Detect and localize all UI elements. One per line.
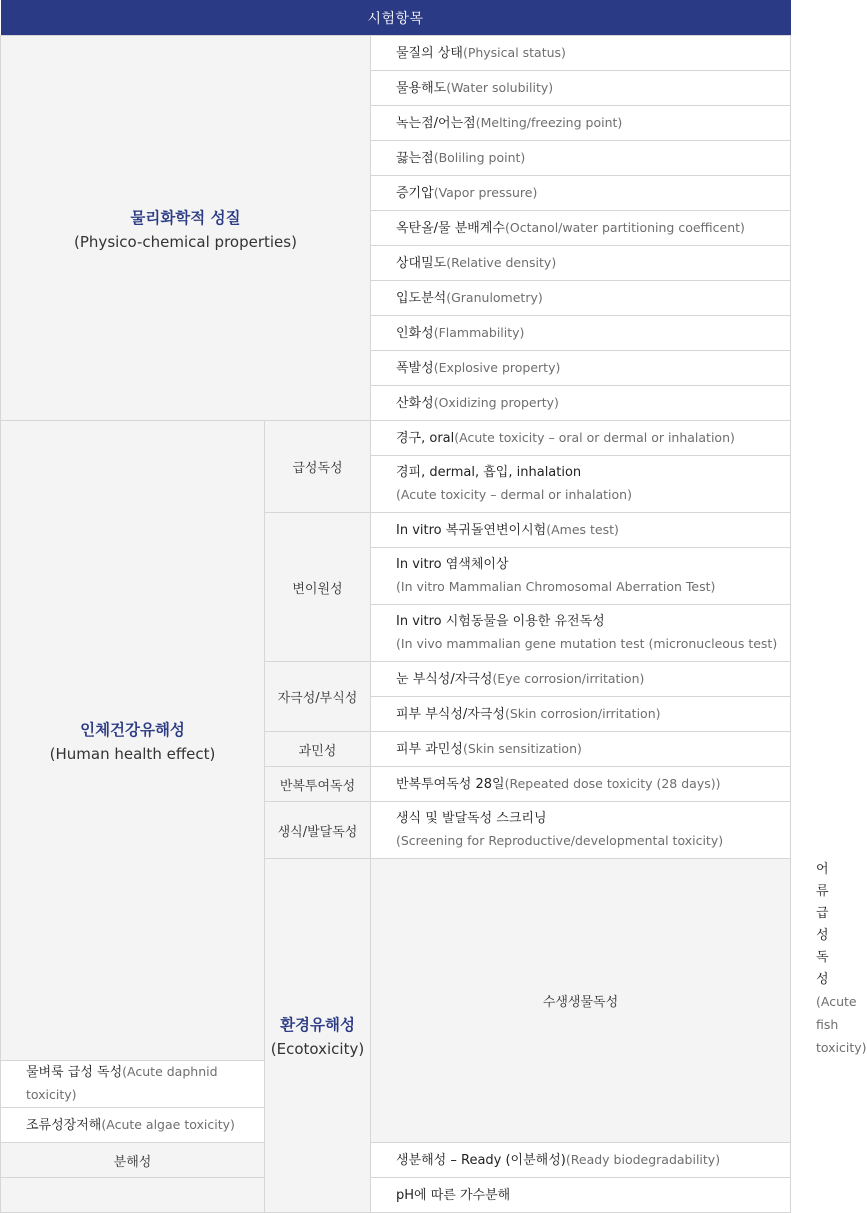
test-item: 피부 부식성/자극성(Skin corrosion/irritation): [371, 697, 791, 732]
subcategory-irritation-corrosion: 자극성/부식성: [265, 662, 371, 732]
test-item: 끓는점(Boliling point): [371, 141, 791, 176]
subcategory-acute-toxicity: 급성독성: [265, 421, 371, 513]
test-item: 물벼룩 급성 독성(Acute daphnid toxicity): [1, 1061, 265, 1108]
category-title-en: (Ecotoxicity): [270, 1040, 365, 1058]
test-item: 증기압(Vapor pressure): [371, 176, 791, 211]
test-item: 산화성(Oxidizing property): [371, 386, 791, 421]
test-item: 눈 부식성/자극성(Eye corrosion/irritation): [371, 662, 791, 697]
test-item: 옥탄올/물 분배계수(Octanol/water partitioning coefficent): [371, 211, 791, 246]
category-human-health: [1, 421, 265, 1061]
test-items-table: 시험항목 물리화학적 성질 (Physico-chemical properties) 물질의 상태(Physical status) 물용해도(Water solubility) 녹는점/어는점(Melting/freezing point) 끓는점(Boliling point) 증기압(Vapor pressure) 옥탄올/물 분배계수(Octanol/water partitioning coefficent) 상대밀도(Relative density) 입도분석(Granulometry) 인화성(Flammability) 폭발성(Explosive property) 산화성(Oxidizing property) 인체건강유해성 (Human health effect) 급성독성 경구, oral(Acute toxicity – oral or dermal or inhalation) 경피, dermal, 흡입, inhalation (Acute toxicity – dermal or inhalation) 변이원성 In vitro 복귀돌연변이시험(Ames test) In vitro 염색체이상 (In vitro Mammalian Chromosomal Aberration Test) In vitro 시험동물을 이용한 유전독성 (In vivo mammalian gene mutation test (micronucleous test) 자극성/부식성 눈 부식성/자극성(Eye corrosion/irritation) 피부 부식성/자극성(Skin corrosion/irritation) 과민성 피부 과민성(Skin sensitization) 반복투여독성 반복투여독성 28일(Repeated dose toxicity (28 days)) 생식/발달독성 생식 및 발달독성 스크리닝 (Screening for Reproductive/developmental toxicity) 환경유해성 (Ecotoxicity) 수생생물독성 어류 급성독성(Acute fish toxicity) 물벼룩 급성 독성(Acute daphnid toxicity) 조류성장저해(Acute algae toxicity) 분해성 생분해성 – Ready (이분해성)(Ready biodegradability) pH에 따른 가수분해: [0, 0, 791, 1213]
subcategory-repeated-dose: 반복투여독성: [265, 767, 371, 802]
test-item: 경구, oral(Acute toxicity – oral or dermal or inhalation): [371, 421, 791, 456]
category-physico-chemical: [1, 36, 371, 421]
category-ecotoxicity: [265, 859, 371, 1213]
test-item: pH에 따른 가수분해: [371, 1178, 791, 1213]
test-item: 물용해도(Water solubility): [371, 71, 791, 106]
test-item: 녹는점/어는점(Melting/freezing point): [371, 106, 791, 141]
subcategory-degradability: 분해성: [1, 1143, 265, 1178]
test-item: 반복투여독성 28일(Repeated dose toxicity (28 days)): [371, 767, 791, 802]
test-item: 상대밀도(Relative density): [371, 246, 791, 281]
test-item: In vitro 복귀돌연변이시험(Ames test): [371, 513, 791, 548]
test-item: 입도분석(Granulometry): [371, 281, 791, 316]
subcategory-reproductive: 생식/발달독성: [265, 802, 371, 859]
table-header: 시험항목: [1, 0, 791, 36]
test-item: In vitro 염색체이상 (In vitro Mammalian Chromosomal Aberration Test): [371, 548, 791, 605]
category-title-en: (Physico-chemical properties): [74, 232, 297, 251]
category-title-ko: 인체건강유해성: [80, 721, 185, 739]
category-title-en: (Human health effect): [49, 745, 216, 763]
subcategory-empty: [1, 1178, 265, 1213]
test-item: 생분해성 – Ready (이분해성)(Ready biodegradability): [371, 1143, 791, 1178]
subcategory-mutagenicity: 변이원성: [265, 513, 371, 662]
test-item: 조류성장저해(Acute algae toxicity): [1, 1108, 265, 1143]
test-item: 경피, dermal, 흡입, inhalation (Acute toxicity – dermal or inhalation): [371, 456, 791, 513]
test-item: 물질의 상태(Physical status): [371, 36, 791, 71]
test-item: 폭발성(Explosive property): [371, 351, 791, 386]
test-item: 인화성(Flammability): [371, 316, 791, 351]
test-item: 생식 및 발달독성 스크리닝 (Screening for Reproductive/developmental toxicity): [371, 802, 791, 859]
test-item: 피부 과민성(Skin sensitization): [371, 732, 791, 767]
subcategory-sensitization: 과민성: [265, 732, 371, 767]
category-title-ko: 환경유해성: [280, 1016, 355, 1034]
subcategory-aquatic-toxicity: 수생생물독성: [371, 859, 791, 1143]
category-title-ko: 물리화학적 성질: [130, 208, 241, 227]
test-item: In vitro 시험동물을 이용한 유전독성 (In vivo mammalian gene mutation test (micronucleous test): [371, 605, 791, 662]
